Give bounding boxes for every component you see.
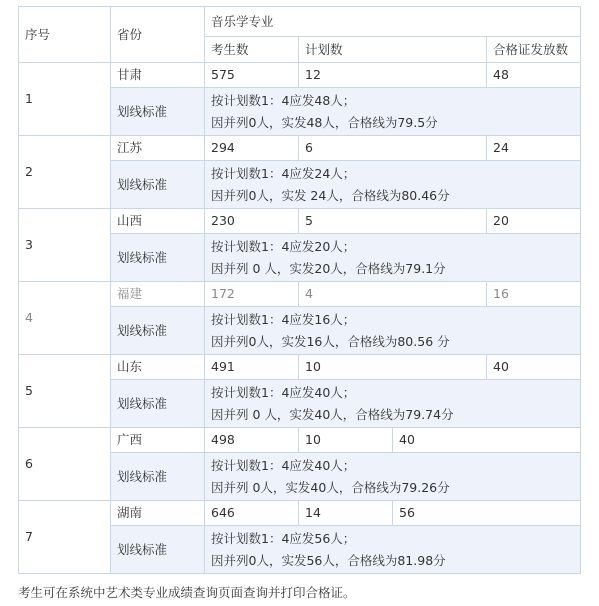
standard-text: [205, 526, 581, 574]
certs-cell: 40: [393, 428, 581, 453]
applicants-cell: 575: [205, 63, 299, 88]
footnote: 考生可在系统中艺术类专业成绩查询页面查询并打印合格证。: [18, 585, 356, 600]
plan-cell: 6: [299, 136, 487, 161]
applicants-cell: 230: [205, 209, 299, 234]
standard-label: 划线标准: [111, 88, 205, 136]
province-cell: 广西: [111, 428, 205, 453]
standard-text: [205, 161, 581, 209]
standard-line-2: 因并列0人，实发 24人，合格线为80.46分: [211, 187, 450, 203]
seq-cell: 1: [19, 63, 111, 136]
province-row: [19, 282, 581, 307]
certs-cell: 40: [487, 355, 581, 380]
standard-line-1: 按计划数1：4应发40人；: [211, 384, 356, 400]
province-row: [19, 355, 581, 380]
standard-line-2: 因并列 0 人，实发20人，合格线为79.1分: [211, 260, 446, 276]
seq-cell: 4: [19, 282, 111, 355]
certs-cell: 16: [487, 282, 581, 307]
standard-line-1: 按计划数1：4应发56人；: [211, 530, 356, 546]
certs-cell: 56: [393, 501, 581, 526]
header-plan: 计划数: [299, 37, 487, 63]
seq-cell: 7: [19, 501, 111, 574]
standard-line-1: 按计划数1：4应发16人；: [211, 311, 356, 327]
header-row: [19, 7, 581, 37]
province-cell: 山东: [111, 355, 205, 380]
province-cell: 福建: [111, 282, 205, 307]
standard-label: 划线标准: [111, 526, 205, 574]
standard-text: [205, 453, 581, 501]
plan-cell: 12: [299, 63, 487, 88]
applicants-cell: 646: [205, 501, 299, 526]
seq-cell: 2: [19, 136, 111, 209]
province-cell: 江苏: [111, 136, 205, 161]
standard-label: 划线标准: [111, 234, 205, 282]
applicants-cell: 294: [205, 136, 299, 161]
applicants-cell: 498: [205, 428, 299, 453]
standard-line-2: 因并列 0 人，实发40人，合格线为79.74分: [211, 406, 454, 422]
standard-text: [205, 88, 581, 136]
standard-line-2: 因并列0人，实发56人，合格线为81.98分: [211, 552, 446, 568]
standard-text: [205, 234, 581, 282]
standard-line-1: 按计划数1：4应发48人；: [211, 92, 356, 108]
applicants-cell: 491: [205, 355, 299, 380]
province-row: [19, 501, 581, 526]
seq-cell: 3: [19, 209, 111, 282]
applicants-cell: 172: [205, 282, 299, 307]
province-row: [19, 63, 581, 88]
standard-label: 划线标准: [111, 380, 205, 428]
table-body: [19, 7, 581, 574]
header-province: 省份: [111, 7, 205, 63]
standard-text: [205, 380, 581, 428]
certs-cell: 24: [487, 136, 581, 161]
header-major: 音乐学专业: [205, 7, 581, 37]
standard-label: 划线标准: [111, 453, 205, 501]
province-cell: 甘肃: [111, 63, 205, 88]
standard-line-1: 按计划数1：4应发24人；: [211, 165, 356, 181]
standard-line-2: 因并列0人，实发48人，合格线为79.5分: [211, 114, 438, 130]
standard-line-2: 因并列 0人，实发40人，合格线为79.26分: [211, 479, 450, 495]
province-row: [19, 209, 581, 234]
province-row: [19, 136, 581, 161]
standard-label: 划线标准: [111, 161, 205, 209]
plan-cell: 5: [299, 209, 487, 234]
certs-cell: 20: [487, 209, 581, 234]
standard-line-1: 按计划数1：4应发40人；: [211, 457, 356, 473]
results-table: [18, 6, 581, 574]
seq-cell: 5: [19, 355, 111, 428]
province-cell: 湖南: [111, 501, 205, 526]
province-row: [19, 428, 581, 453]
province-cell: 山西: [111, 209, 205, 234]
header-certs: 合格证发放数: [487, 37, 581, 63]
plan-cell: 10: [299, 428, 393, 453]
standard-line-1: 按计划数1：4应发20人；: [211, 238, 356, 254]
standard-text: [205, 307, 581, 355]
seq-cell: 6: [19, 428, 111, 501]
header-applicants: 考生数: [205, 37, 299, 63]
header-seq: 序号: [19, 7, 111, 63]
plan-cell: 10: [299, 355, 487, 380]
standard-line-2: 因并列0人，实发16人，合格线为80.56 分: [211, 333, 450, 349]
plan-cell: 14: [299, 501, 393, 526]
standard-label: 划线标准: [111, 307, 205, 355]
certs-cell: 48: [487, 63, 581, 88]
plan-cell: 4: [299, 282, 487, 307]
